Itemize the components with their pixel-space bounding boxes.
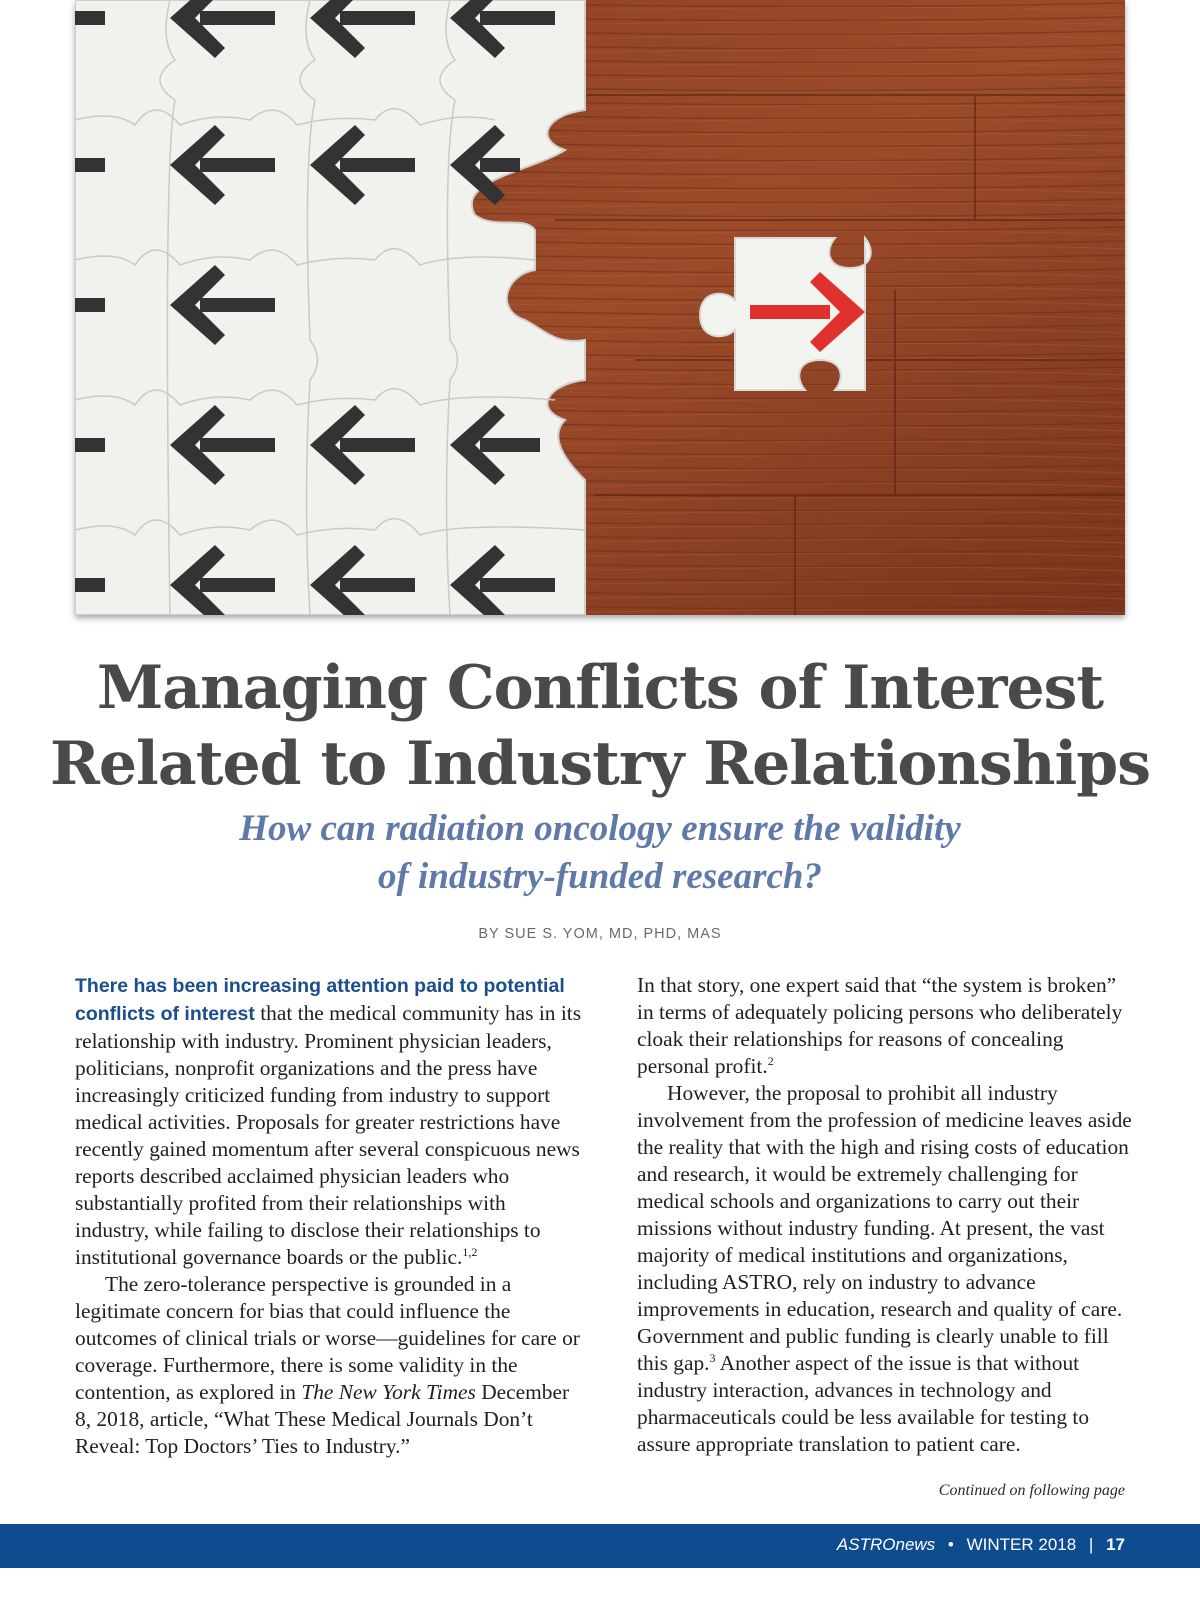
paragraph-2-text-a: The zero-tolerance perspective is grounded in a legitimate concern for bias that could influence the outcomes of clinical trials or worse—guidelines for care or coverage. Furthermore, there is some validity in the contention, as explored in	[75, 1272, 580, 1404]
paragraph-1-text: that the medical community has in its relationship with industry. Prominent physician leaders, politicians, nonprofit organizations and the press have increasingly criticized funding from industry to support medical activities. Proposals for greater restrictions have recently gained momentum after several conspicuous news reports described acclaimed physician leaders who substantially profited from their relationships with industry, while failing to disclose their relationships to institutional governance boards or the public.	[75, 1001, 582, 1269]
page-footer	[0, 1524, 1200, 1568]
footnote-ref: 1,2	[462, 1244, 478, 1259]
footnote-ref: 2	[767, 1053, 774, 1068]
issue-label: WINTER 2018	[966, 1535, 1077, 1554]
paragraph-4-text-a: However, the proposal to prohibit all industry involvement from the profession of medicine leaves aside the reality that with the high and rising costs of education and research, it would be extremely challenging for medical schools and organizations to carry out their missions without industry funding. At present, the vast majority of medical institutions and organizations, including ASTRO, rely on industry to advance improvements in education, research and quality of care. Government and public funding is clearly unable to fill this gap.	[637, 1081, 1132, 1375]
publication-title: ASTROnews	[836, 1535, 936, 1554]
lead-in: There has been increasing attention paid to potential conflicts of interest	[75, 975, 565, 1025]
paragraph-2-text-b: December 8, 2018, article, “What These Medical Journals Don’t Reveal: Top Doctors’ Ties to Industry.”	[75, 1380, 570, 1458]
footer-text	[837, 1535, 1125, 1555]
subtitle-line-2: of industry-funded research?	[377, 856, 823, 897]
continued-note: Continued on following page	[938, 1482, 1125, 1499]
footer-divider: |	[1088, 1535, 1094, 1554]
byline: BY SUE S. YOM, MD, PHD, MAS	[478, 926, 722, 942]
footnote-ref: 3	[709, 1350, 716, 1365]
paragraph-4	[637, 1080, 1137, 1458]
title-line-2: Related to Industry Relationships	[50, 729, 1150, 799]
publication-name: The New York Times	[301, 1380, 476, 1404]
paragraph-1	[75, 972, 585, 1271]
right-column	[637, 972, 1137, 1458]
paragraph-4-text-b: Another aspect of the issue is that without industry interaction, advances in technology and pharmaceuticals could be less available for testing to assure appropriate translation to patient care.	[637, 1351, 1090, 1456]
subtitle-line-1: How can radiation oncology ensure the validity	[239, 808, 961, 849]
subtitle	[200, 805, 1000, 901]
paragraph-3	[637, 972, 1137, 1080]
page-number: 17	[1106, 1535, 1125, 1554]
page-title	[40, 650, 1160, 802]
title-line-1: Managing Conflicts of Interest	[96, 653, 1104, 723]
hero-image	[75, 0, 1125, 615]
footer-bullet: •	[947, 1535, 954, 1554]
paragraph-3-text: In that story, one expert said that “the system is broken” in terms of adequately policing persons who deliberately cloak their relationships for reasons of concealing personal profit.	[637, 973, 1123, 1078]
left-column	[75, 972, 585, 1460]
paragraph-2	[75, 1271, 585, 1460]
puzzle-illustration	[75, 0, 1125, 615]
